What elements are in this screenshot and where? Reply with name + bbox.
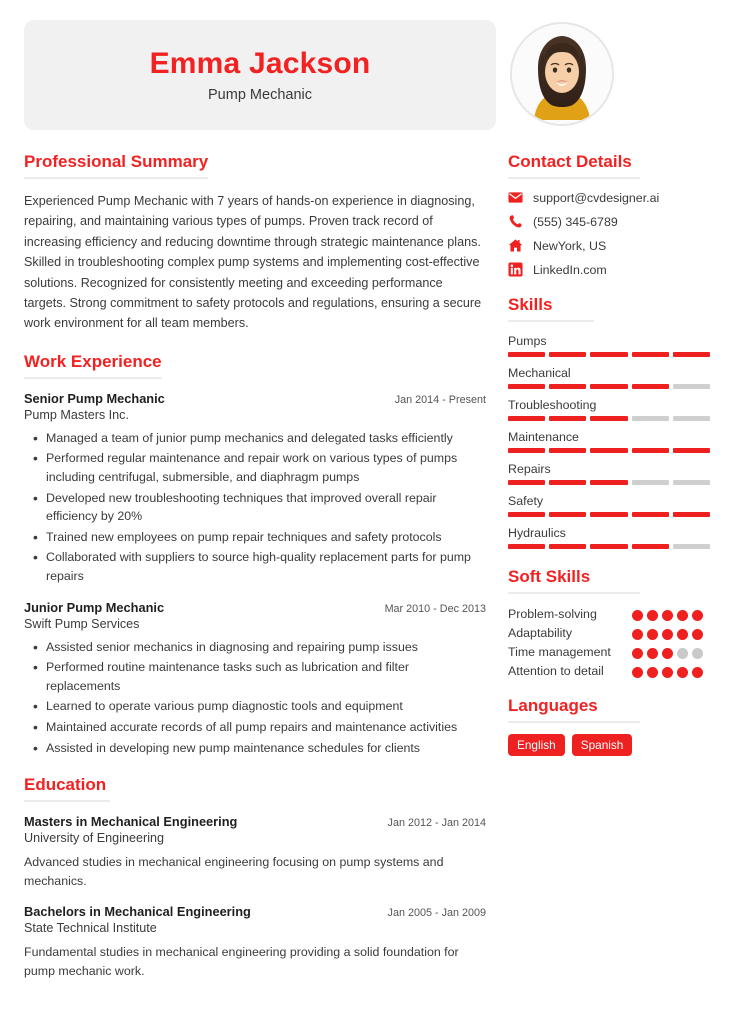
soft-skill-rating-dots: [632, 606, 710, 621]
skill-bar-segment: [508, 416, 545, 421]
list-item: • Learned to operate various pump diagnostic tools and equipment: [24, 697, 486, 716]
skill-rating-bar: [508, 544, 710, 549]
soft-skill-dot: [632, 648, 643, 659]
skills-list: [508, 334, 710, 549]
education-degree: Bachelors in Mechanical Engineering: [24, 904, 251, 920]
soft-skill-item: [508, 606, 710, 621]
resume-header: [24, 20, 706, 130]
soft-skill-dot: [662, 629, 673, 640]
contact-value: NewYork, US: [533, 238, 607, 253]
skill-label: Troubleshooting: [508, 398, 597, 412]
skill-bar-segment: [549, 512, 586, 517]
education-institution: State Technical Institute: [24, 921, 157, 936]
skill-bar-segment: [632, 448, 669, 453]
education-description: Advanced studies in mechanical engineering focusing on pump systems and mechanics.: [24, 855, 444, 888]
soft-skill-label: Problem-solving: [508, 607, 597, 621]
skill-rating-bar: [508, 512, 710, 517]
soft-skill-rating-dots: [632, 625, 710, 640]
soft-skill-rating-dots: [632, 663, 710, 678]
summary-heading: Professional Summary: [24, 152, 208, 179]
skill-bar-segment: [549, 480, 586, 485]
candidate-name: Emma Jackson: [149, 46, 371, 80]
soft-skills-heading: Soft Skills: [508, 567, 640, 594]
sidebar-column: [508, 152, 710, 999]
phone-icon: [508, 214, 523, 229]
skill-item: [508, 430, 710, 453]
experience-entry: [24, 391, 486, 586]
profile-photo-icon: [512, 24, 612, 124]
skill-bar-segment: [590, 480, 627, 485]
list-item: • Developed new troubleshooting techniques that improved overall repair efficiency by 20%: [24, 489, 486, 526]
contact-list: [508, 190, 710, 277]
skill-bar-segment: [508, 512, 545, 517]
education-entry: [24, 814, 486, 890]
skill-bar-segment: [549, 384, 586, 389]
skill-rating-bar: [508, 448, 710, 453]
contact-heading: Contact Details: [508, 152, 640, 179]
skill-bar-segment: [632, 416, 669, 421]
resume-body: [24, 152, 706, 999]
list-item: • Performed regular maintenance and repair work on various types of pumps including centrifugal, submersible, and diaphragm pumps: [24, 449, 486, 486]
skill-rating-bar: [508, 384, 710, 389]
main-column: [24, 152, 486, 999]
soft-skill-dot: [692, 648, 703, 659]
skill-bar-segment: [673, 384, 710, 389]
soft-skill-dot: [692, 610, 703, 621]
skill-bar-segment: [508, 544, 545, 549]
skill-rating-bar: [508, 480, 710, 485]
soft-skill-label: Adaptability: [508, 626, 573, 640]
skill-label: Safety: [508, 494, 544, 508]
skill-bar-segment: [673, 448, 710, 453]
list-item: • Performed routine maintenance tasks such as lubrication and filter replacements: [24, 658, 486, 695]
list-item: • Assisted senior mechanics in diagnosing and repairing pump issues: [24, 638, 486, 657]
education-date: Jan 2012 - Jan 2014: [387, 817, 486, 830]
avatar: [510, 22, 614, 126]
skill-bar-segment: [508, 448, 545, 453]
skill-item: [508, 494, 710, 517]
contact-item-location[interactable]: [508, 238, 710, 253]
list-item: • Managed a team of junior pump mechanics and delegated tasks efficiently: [24, 429, 486, 448]
skill-bar-segment: [549, 352, 586, 357]
soft-skill-rating-dots: [632, 644, 710, 659]
skill-bar-segment: [549, 416, 586, 421]
section-education: [24, 775, 486, 980]
envelope-icon: [508, 190, 523, 205]
languages-heading: Languages: [508, 696, 640, 723]
skill-label: Repairs: [508, 462, 551, 476]
skill-bar-segment: [590, 384, 627, 389]
soft-skill-dot: [692, 629, 703, 640]
skill-bar-segment: [632, 352, 669, 357]
soft-skill-dot: [632, 610, 643, 621]
section-languages: [508, 696, 710, 756]
soft-skills-list: [508, 606, 710, 678]
soft-skill-dot: [692, 667, 703, 678]
skill-item: [508, 366, 710, 389]
name-card: [24, 20, 496, 130]
list-item: • Maintained accurate records of all pump repairs and maintenance activities: [24, 718, 486, 737]
experience-entry: [24, 600, 486, 758]
experience-bullets: [24, 638, 486, 758]
soft-skill-dot: [632, 667, 643, 678]
skill-bar-segment: [590, 544, 627, 549]
experience-organization: Swift Pump Services: [24, 616, 140, 631]
list-item: • Assisted in developing new pump maintenance schedules for clients: [24, 739, 486, 758]
section-skills: [508, 295, 710, 549]
soft-skill-dot: [677, 610, 688, 621]
skill-item: [508, 462, 710, 485]
education-date: Jan 2005 - Jan 2009: [387, 907, 486, 920]
section-work-experience: [24, 352, 486, 758]
soft-skill-dot: [677, 629, 688, 640]
contact-item-email[interactable]: [508, 190, 710, 205]
skill-bar-segment: [673, 480, 710, 485]
soft-skill-dot: [647, 667, 658, 678]
list-item: • Trained new employees on pump repair techniques and safety protocols: [24, 528, 486, 547]
experience-organization: Pump Masters Inc.: [24, 407, 129, 422]
soft-skill-label: Attention to detail: [508, 664, 604, 678]
skill-bar-segment: [508, 480, 545, 485]
skill-bar-segment: [632, 480, 669, 485]
section-soft-skills: [508, 567, 710, 678]
skill-bar-segment: [632, 544, 669, 549]
soft-skill-dot: [662, 610, 673, 621]
skill-bar-segment: [549, 544, 586, 549]
skill-bar-segment: [590, 448, 627, 453]
contact-item-phone[interactable]: [508, 214, 710, 229]
skill-label: Mechanical: [508, 366, 571, 380]
section-contact-details: [508, 152, 710, 277]
soft-skill-dot: [662, 648, 673, 659]
experience-heading: Work Experience: [24, 352, 162, 379]
soft-skill-label: Time management: [508, 645, 611, 659]
skill-bar-segment: [590, 416, 627, 421]
contact-value: support@cvdesigner.ai: [533, 190, 660, 205]
skill-bar-segment: [632, 512, 669, 517]
skill-item: [508, 526, 710, 549]
skill-rating-bar: [508, 416, 710, 421]
skill-label: Maintenance: [508, 430, 579, 444]
experience-title: Junior Pump Mechanic: [24, 599, 165, 615]
skill-bar-segment: [673, 416, 710, 421]
languages-list: [508, 734, 710, 756]
skill-bar-segment: [508, 352, 545, 357]
skill-bar-segment: [590, 352, 627, 357]
soft-skill-dot: [662, 667, 673, 678]
soft-skill-item: [508, 644, 710, 659]
experience-bullets: [24, 429, 486, 586]
skill-item: [508, 334, 710, 357]
list-item: • Collaborated with suppliers to source high-quality replacement parts for pump repairs: [24, 548, 486, 585]
candidate-job-title: Pump Mechanic: [208, 87, 312, 104]
education-description: Fundamental studies in mechanical engineering providing a solid foundation for pump mechanic work.: [24, 945, 459, 979]
contact-value: LinkedIn.com: [533, 262, 607, 277]
experience-date: Mar 2010 - Dec 2013: [384, 602, 486, 615]
soft-skill-item: [508, 625, 710, 640]
experience-title: Senior Pump Mechanic: [24, 390, 165, 406]
soft-skill-dot: [632, 629, 643, 640]
contact-value: (555) 345-6789: [533, 214, 618, 229]
skill-bar-segment: [590, 512, 627, 517]
soft-skill-dot: [647, 610, 658, 621]
skill-item: [508, 398, 710, 421]
section-professional-summary: [24, 152, 486, 334]
language-pill: Spanish: [572, 734, 633, 756]
contact-item-linkedin[interactable]: [508, 262, 710, 277]
skill-bar-segment: [673, 512, 710, 517]
language-pill: English: [508, 734, 565, 756]
skills-heading: Skills: [508, 295, 594, 322]
home-icon: [508, 238, 523, 253]
education-degree: Masters in Mechanical Engineering: [24, 814, 238, 830]
soft-skill-dot: [677, 648, 688, 659]
skill-bar-segment: [508, 384, 545, 389]
soft-skill-item: [508, 663, 710, 678]
skill-bar-segment: [549, 448, 586, 453]
soft-skill-dot: [677, 667, 688, 678]
experience-date: Jan 2014 - Present: [394, 393, 486, 406]
soft-skill-dot: [647, 629, 658, 640]
education-entry: [24, 904, 486, 980]
education-institution: University of Engineering: [24, 831, 165, 846]
skill-bar-segment: [673, 352, 710, 357]
linkedin-icon: [508, 262, 523, 277]
skill-label: Pumps: [508, 334, 547, 348]
skill-bar-segment: [632, 384, 669, 389]
soft-skill-dot: [647, 648, 658, 659]
education-heading: Education: [24, 775, 110, 802]
skill-label: Hydraulics: [508, 526, 566, 540]
skill-rating-bar: [508, 352, 710, 357]
summary-text: Experienced Pump Mechanic with 7 years of hands-on experience in diagnosing, repairing, and maintaining various types of pumps. Proven track record of increasing efficiency and reducing downtime through strategic maintenance plans. Skilled in troubleshooting complex pump systems and implementing cost-effective solutions. Recognized for consistently meeting and exceeding performance targets. Strong commitment to safety protocols and regulations, ensuring a secure work environment for all team members.: [24, 194, 482, 331]
skill-bar-segment: [673, 544, 710, 549]
